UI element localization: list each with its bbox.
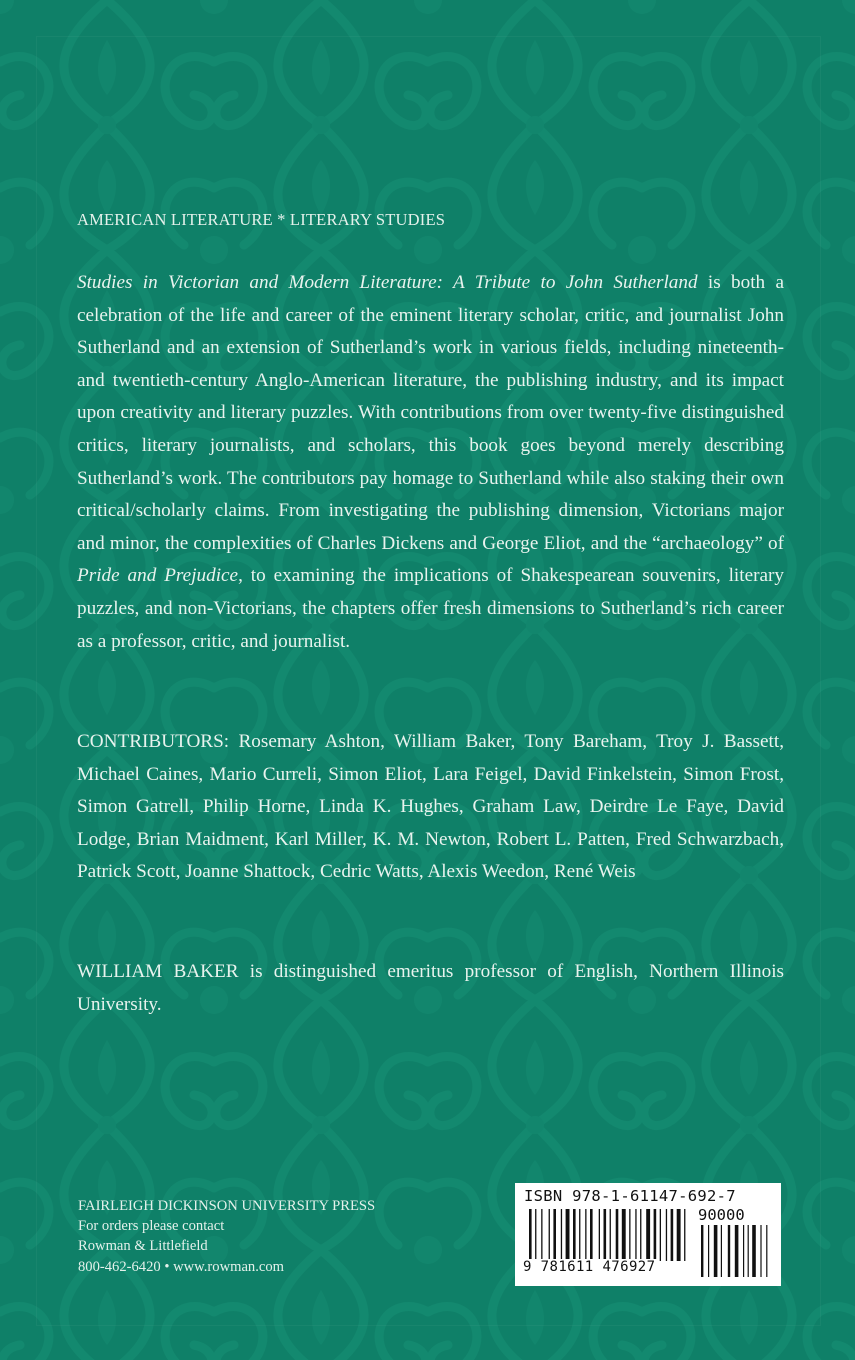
price-code: 90000 <box>698 1206 745 1224</box>
description-text-part-2: , to examining the implications of Shakespearean souvenirs, literary puzzles, and non-Victorians, the chapters offer fresh dimensions to Sutherland’s rich career as a professor, critic, and journalist. <box>77 565 784 652</box>
book-description <box>77 267 784 658</box>
isbn-label: ISBN 978-1-61147-692-7 <box>524 1187 736 1205</box>
publisher-name: FAIRLEIGH DICKINSON UNIVERSITY PRESS <box>78 1198 376 1214</box>
book-title: Studies in Victorian and Modern Literature: A Tribute to John Sutherland <box>77 272 698 293</box>
editor-bio: WILLIAM BAKER is distinguished emeritus professor of English, Northern Illinois University. <box>77 961 784 1015</box>
publisher-info <box>78 1196 438 1277</box>
contributors-list: CONTRIBUTORS: Rosemary Ashton, William Baker, Tony Bareham, Troy J. Bassett, Michael Caines, Mario Curreli, Simon Eliot, Lara Feigel, David Finkelstein, Simon Frost, Simon Gatrell, Philip Horne, Linda K. Hughes, Graham Law, Deirdre Le Faye, David Lodge, Brian Maidment, Karl Miller, K. M. Newton, Robert L. Patten, Fred Schwarzbach, Patrick Scott, Joanne Shattock, Cedric Watts, Alexis Weedon, René Weis <box>77 731 784 883</box>
barcode-panel <box>515 1183 781 1286</box>
publisher-contact: 800-462-6420 • www.rowman.com <box>78 1258 285 1275</box>
novel-title: Pride and Prejudice <box>77 565 239 587</box>
category-heading: AMERICAN LITERATURE * LITERARY STUDIES <box>77 210 446 229</box>
barcode-digits: 9 781611 476927 <box>523 1259 656 1275</box>
distributor-name: Rowman & Littlefield <box>78 1238 208 1255</box>
orders-line: For orders please contact <box>78 1218 225 1235</box>
description-text-part-1: is both a celebration of the life and career of the eminent literary scholar, critic, and journalist John Sutherland and an extension of Sutherland’s work in various fields, including nineteenth- and twentieth-century Anglo-American literature, the publishing industry, and its impact upon creativity and literary puzzles. With contributions from over twenty-five distinguished critics, literary journalists, and scholars, this book goes beyond merely describing Sutherland’s work. The contributors pay homage to Sutherland while also staking their own critical/scholarly claims. From investigating the publishing dimension, Victorians major and minor, the complexities of Charles Dickens and George Eliot, and the “archaeology” of <box>77 272 784 554</box>
